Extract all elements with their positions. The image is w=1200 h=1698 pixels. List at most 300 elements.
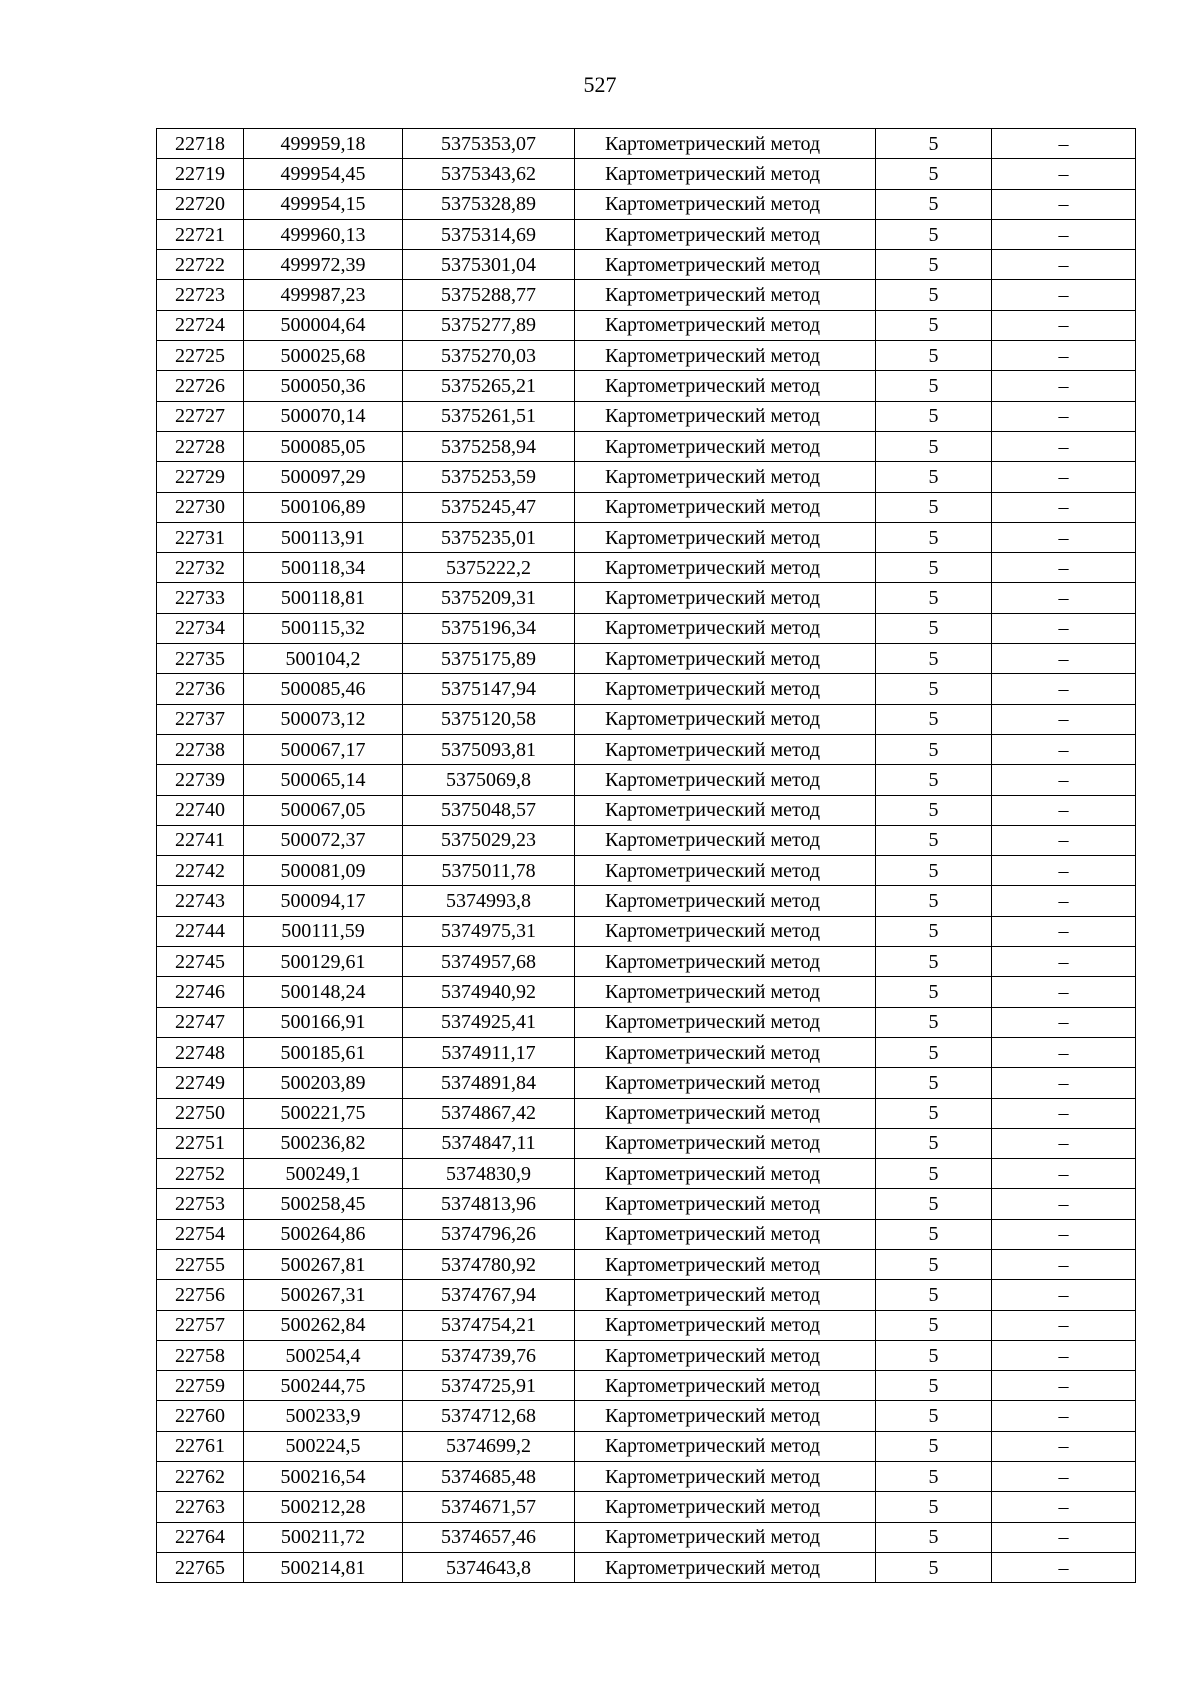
table-row [157, 765, 1136, 795]
accuracy-cell: 5 [876, 1098, 992, 1128]
table-row [157, 795, 1136, 825]
x-coordinate-cell: 500094,17 [244, 886, 403, 916]
point-number-cell: 22720 [157, 189, 244, 219]
y-coordinate-cell: 5375314,69 [403, 219, 575, 249]
y-coordinate-cell: 5374712,68 [403, 1401, 575, 1431]
accuracy-cell: 5 [876, 644, 992, 674]
table-row [157, 583, 1136, 613]
table-row [157, 734, 1136, 764]
accuracy-cell: 5 [876, 1068, 992, 1098]
method-cell: Картометрический метод [575, 159, 876, 189]
accuracy-cell: 5 [876, 1371, 992, 1401]
x-coordinate-cell: 500073,12 [244, 704, 403, 734]
table-row [157, 492, 1136, 522]
accuracy-cell: 5 [876, 1219, 992, 1249]
coordinates-table [156, 128, 1136, 1583]
point-number-cell: 22762 [157, 1462, 244, 1492]
method-cell: Картометрический метод [575, 1098, 876, 1128]
table-row [157, 1431, 1136, 1461]
description-cell: – [992, 916, 1136, 946]
y-coordinate-cell: 5375265,21 [403, 371, 575, 401]
x-coordinate-cell: 500264,86 [244, 1219, 403, 1249]
method-cell: Картометрический метод [575, 431, 876, 461]
description-cell: – [992, 1128, 1136, 1158]
point-number-cell: 22739 [157, 765, 244, 795]
accuracy-cell: 5 [876, 371, 992, 401]
description-cell: – [992, 553, 1136, 583]
x-coordinate-cell: 500166,91 [244, 1007, 403, 1037]
point-number-cell: 22725 [157, 341, 244, 371]
x-coordinate-cell: 499972,39 [244, 250, 403, 280]
table-row [157, 1159, 1136, 1189]
table-row [157, 1280, 1136, 1310]
method-cell: Картометрический метод [575, 704, 876, 734]
description-cell: – [992, 522, 1136, 552]
table-row [157, 1037, 1136, 1067]
accuracy-cell: 5 [876, 1159, 992, 1189]
point-number-cell: 22726 [157, 371, 244, 401]
description-cell: – [992, 341, 1136, 371]
method-cell: Картометрический метод [575, 1310, 876, 1340]
point-number-cell: 22751 [157, 1128, 244, 1158]
point-number-cell: 22719 [157, 159, 244, 189]
accuracy-cell: 5 [876, 280, 992, 310]
table-row [157, 613, 1136, 643]
y-coordinate-cell: 5375253,59 [403, 462, 575, 492]
y-coordinate-cell: 5375029,23 [403, 825, 575, 855]
table-row [157, 1552, 1136, 1582]
y-coordinate-cell: 5375011,78 [403, 856, 575, 886]
table-row [157, 1340, 1136, 1370]
description-cell: – [992, 1371, 1136, 1401]
method-cell: Картометрический метод [575, 189, 876, 219]
point-number-cell: 22740 [157, 795, 244, 825]
x-coordinate-cell: 500221,75 [244, 1098, 403, 1128]
x-coordinate-cell: 499959,18 [244, 129, 403, 159]
point-number-cell: 22755 [157, 1249, 244, 1279]
method-cell: Картометрический метод [575, 371, 876, 401]
description-cell: – [992, 1068, 1136, 1098]
x-coordinate-cell: 500258,45 [244, 1189, 403, 1219]
x-coordinate-cell: 500118,34 [244, 553, 403, 583]
point-number-cell: 22746 [157, 977, 244, 1007]
table-row [157, 1128, 1136, 1158]
point-number-cell: 22752 [157, 1159, 244, 1189]
table-body [157, 129, 1136, 1583]
table-row [157, 1371, 1136, 1401]
point-number-cell: 22737 [157, 704, 244, 734]
table-row [157, 310, 1136, 340]
y-coordinate-cell: 5375196,34 [403, 613, 575, 643]
method-cell: Картометрический метод [575, 825, 876, 855]
method-cell: Картометрический метод [575, 492, 876, 522]
accuracy-cell: 5 [876, 856, 992, 886]
method-cell: Картометрический метод [575, 1068, 876, 1098]
table-row [157, 1310, 1136, 1340]
table-row [157, 1522, 1136, 1552]
y-coordinate-cell: 5374643,8 [403, 1552, 575, 1582]
x-coordinate-cell: 499954,15 [244, 189, 403, 219]
method-cell: Картометрический метод [575, 522, 876, 552]
description-cell: – [992, 947, 1136, 977]
description-cell: – [992, 1249, 1136, 1279]
x-coordinate-cell: 500211,72 [244, 1522, 403, 1552]
description-cell: – [992, 613, 1136, 643]
method-cell: Картометрический метод [575, 1431, 876, 1461]
point-number-cell: 22730 [157, 492, 244, 522]
point-number-cell: 22723 [157, 280, 244, 310]
description-cell: – [992, 1552, 1136, 1582]
y-coordinate-cell: 5375093,81 [403, 734, 575, 764]
point-number-cell: 22748 [157, 1037, 244, 1067]
point-number-cell: 22728 [157, 431, 244, 461]
accuracy-cell: 5 [876, 129, 992, 159]
accuracy-cell: 5 [876, 310, 992, 340]
description-cell: – [992, 462, 1136, 492]
accuracy-cell: 5 [876, 613, 992, 643]
x-coordinate-cell: 499954,45 [244, 159, 403, 189]
x-coordinate-cell: 500212,28 [244, 1492, 403, 1522]
x-coordinate-cell: 500050,36 [244, 371, 403, 401]
point-number-cell: 22718 [157, 129, 244, 159]
y-coordinate-cell: 5374767,94 [403, 1280, 575, 1310]
y-coordinate-cell: 5375288,77 [403, 280, 575, 310]
accuracy-cell: 5 [876, 1189, 992, 1219]
method-cell: Картометрический метод [575, 734, 876, 764]
description-cell: – [992, 492, 1136, 522]
description-cell: – [992, 1522, 1136, 1552]
accuracy-cell: 5 [876, 431, 992, 461]
accuracy-cell: 5 [876, 522, 992, 552]
x-coordinate-cell: 500067,17 [244, 734, 403, 764]
table-row [157, 644, 1136, 674]
x-coordinate-cell: 500129,61 [244, 947, 403, 977]
point-number-cell: 22753 [157, 1189, 244, 1219]
accuracy-cell: 5 [876, 734, 992, 764]
method-cell: Картометрический метод [575, 1189, 876, 1219]
method-cell: Картометрический метод [575, 765, 876, 795]
accuracy-cell: 5 [876, 462, 992, 492]
x-coordinate-cell: 500115,32 [244, 613, 403, 643]
table-row [157, 674, 1136, 704]
table-row [157, 189, 1136, 219]
method-cell: Картометрический метод [575, 1128, 876, 1158]
accuracy-cell: 5 [876, 159, 992, 189]
x-coordinate-cell: 500111,59 [244, 916, 403, 946]
method-cell: Картометрический метод [575, 1007, 876, 1037]
point-number-cell: 22760 [157, 1401, 244, 1431]
y-coordinate-cell: 5374685,48 [403, 1462, 575, 1492]
table-row [157, 704, 1136, 734]
y-coordinate-cell: 5375222,2 [403, 553, 575, 583]
table-row [157, 1189, 1136, 1219]
description-cell: – [992, 583, 1136, 613]
y-coordinate-cell: 5375175,89 [403, 644, 575, 674]
x-coordinate-cell: 500203,89 [244, 1068, 403, 1098]
x-coordinate-cell: 500224,5 [244, 1431, 403, 1461]
table-row [157, 553, 1136, 583]
method-cell: Картометрический метод [575, 1340, 876, 1370]
y-coordinate-cell: 5374911,17 [403, 1037, 575, 1067]
description-cell: – [992, 765, 1136, 795]
y-coordinate-cell: 5374891,84 [403, 1068, 575, 1098]
table-row [157, 401, 1136, 431]
method-cell: Картометрический метод [575, 1249, 876, 1279]
description-cell: – [992, 795, 1136, 825]
point-number-cell: 22738 [157, 734, 244, 764]
y-coordinate-cell: 5375270,03 [403, 341, 575, 371]
x-coordinate-cell: 499987,23 [244, 280, 403, 310]
y-coordinate-cell: 5374796,26 [403, 1219, 575, 1249]
method-cell: Картометрический метод [575, 310, 876, 340]
method-cell: Картометрический метод [575, 977, 876, 1007]
accuracy-cell: 5 [876, 1280, 992, 1310]
y-coordinate-cell: 5375343,62 [403, 159, 575, 189]
x-coordinate-cell: 500104,2 [244, 644, 403, 674]
accuracy-cell: 5 [876, 1310, 992, 1340]
method-cell: Картометрический метод [575, 644, 876, 674]
table-row [157, 1462, 1136, 1492]
description-cell: – [992, 371, 1136, 401]
point-number-cell: 22722 [157, 250, 244, 280]
method-cell: Картометрический метод [575, 583, 876, 613]
table-row [157, 250, 1136, 280]
y-coordinate-cell: 5375147,94 [403, 674, 575, 704]
point-number-cell: 22744 [157, 916, 244, 946]
accuracy-cell: 5 [876, 795, 992, 825]
y-coordinate-cell: 5374725,91 [403, 1371, 575, 1401]
point-number-cell: 22750 [157, 1098, 244, 1128]
point-number-cell: 22729 [157, 462, 244, 492]
table-row [157, 280, 1136, 310]
accuracy-cell: 5 [876, 947, 992, 977]
table-row [157, 1007, 1136, 1037]
description-cell: – [992, 1492, 1136, 1522]
description-cell: – [992, 1007, 1136, 1037]
x-coordinate-cell: 500106,89 [244, 492, 403, 522]
x-coordinate-cell: 500113,91 [244, 522, 403, 552]
y-coordinate-cell: 5375245,47 [403, 492, 575, 522]
point-number-cell: 22764 [157, 1522, 244, 1552]
x-coordinate-cell: 500214,81 [244, 1552, 403, 1582]
description-cell: – [992, 674, 1136, 704]
method-cell: Картометрический метод [575, 129, 876, 159]
y-coordinate-cell: 5375048,57 [403, 795, 575, 825]
y-coordinate-cell: 5375277,89 [403, 310, 575, 340]
description-cell: – [992, 1037, 1136, 1067]
x-coordinate-cell: 500185,61 [244, 1037, 403, 1067]
table-row [157, 129, 1136, 159]
method-cell: Картометрический метод [575, 462, 876, 492]
y-coordinate-cell: 5374940,92 [403, 977, 575, 1007]
table-row [157, 522, 1136, 552]
y-coordinate-cell: 5374847,11 [403, 1128, 575, 1158]
page-number: 527 [583, 72, 617, 97]
table-row [157, 341, 1136, 371]
table-row [157, 916, 1136, 946]
accuracy-cell: 5 [876, 583, 992, 613]
table-row [157, 856, 1136, 886]
point-number-cell: 22721 [157, 219, 244, 249]
point-number-cell: 22733 [157, 583, 244, 613]
description-cell: – [992, 159, 1136, 189]
table-row [157, 431, 1136, 461]
accuracy-cell: 5 [876, 886, 992, 916]
x-coordinate-cell: 500262,84 [244, 1310, 403, 1340]
y-coordinate-cell: 5374754,21 [403, 1310, 575, 1340]
method-cell: Картометрический метод [575, 1037, 876, 1067]
point-number-cell: 22742 [157, 856, 244, 886]
y-coordinate-cell: 5375328,89 [403, 189, 575, 219]
table-row [157, 219, 1136, 249]
y-coordinate-cell: 5375258,94 [403, 431, 575, 461]
method-cell: Картометрический метод [575, 947, 876, 977]
accuracy-cell: 5 [876, 1552, 992, 1582]
table-row [157, 825, 1136, 855]
accuracy-cell: 5 [876, 1249, 992, 1279]
method-cell: Картометрический метод [575, 856, 876, 886]
table-row [157, 159, 1136, 189]
x-coordinate-cell: 500148,24 [244, 977, 403, 1007]
x-coordinate-cell: 500118,81 [244, 583, 403, 613]
method-cell: Картометрический метод [575, 916, 876, 946]
table-row [157, 1098, 1136, 1128]
y-coordinate-cell: 5374957,68 [403, 947, 575, 977]
description-cell: – [992, 280, 1136, 310]
point-number-cell: 22761 [157, 1431, 244, 1461]
y-coordinate-cell: 5374993,8 [403, 886, 575, 916]
method-cell: Картометрический метод [575, 1159, 876, 1189]
description-cell: – [992, 310, 1136, 340]
table-row [157, 886, 1136, 916]
method-cell: Картометрический метод [575, 1492, 876, 1522]
y-coordinate-cell: 5374867,42 [403, 1098, 575, 1128]
table-row [157, 462, 1136, 492]
description-cell: – [992, 219, 1136, 249]
description-cell: – [992, 250, 1136, 280]
table-row [157, 1219, 1136, 1249]
point-number-cell: 22741 [157, 825, 244, 855]
method-cell: Картометрический метод [575, 1552, 876, 1582]
y-coordinate-cell: 5374830,9 [403, 1159, 575, 1189]
description-cell: – [992, 129, 1136, 159]
y-coordinate-cell: 5375069,8 [403, 765, 575, 795]
description-cell: – [992, 1340, 1136, 1370]
x-coordinate-cell: 500244,75 [244, 1371, 403, 1401]
description-cell: – [992, 1280, 1136, 1310]
point-number-cell: 22724 [157, 310, 244, 340]
table-row [157, 371, 1136, 401]
x-coordinate-cell: 500249,1 [244, 1159, 403, 1189]
accuracy-cell: 5 [876, 553, 992, 583]
description-cell: – [992, 734, 1136, 764]
method-cell: Картометрический метод [575, 795, 876, 825]
method-cell: Картометрический метод [575, 1219, 876, 1249]
y-coordinate-cell: 5375209,31 [403, 583, 575, 613]
x-coordinate-cell: 500254,4 [244, 1340, 403, 1370]
point-number-cell: 22727 [157, 401, 244, 431]
x-coordinate-cell: 500233,9 [244, 1401, 403, 1431]
accuracy-cell: 5 [876, 401, 992, 431]
description-cell: – [992, 1431, 1136, 1461]
accuracy-cell: 5 [876, 977, 992, 1007]
y-coordinate-cell: 5374739,76 [403, 1340, 575, 1370]
description-cell: – [992, 1189, 1136, 1219]
method-cell: Картометрический метод [575, 401, 876, 431]
table-row [157, 1249, 1136, 1279]
x-coordinate-cell: 500025,68 [244, 341, 403, 371]
method-cell: Картометрический метод [575, 553, 876, 583]
x-coordinate-cell: 500085,05 [244, 431, 403, 461]
y-coordinate-cell: 5374975,31 [403, 916, 575, 946]
description-cell: – [992, 825, 1136, 855]
description-cell: – [992, 1159, 1136, 1189]
accuracy-cell: 5 [876, 1462, 992, 1492]
x-coordinate-cell: 500081,09 [244, 856, 403, 886]
point-number-cell: 22749 [157, 1068, 244, 1098]
point-number-cell: 22735 [157, 644, 244, 674]
method-cell: Картометрический метод [575, 1462, 876, 1492]
accuracy-cell: 5 [876, 1492, 992, 1522]
table-row [157, 1401, 1136, 1431]
point-number-cell: 22731 [157, 522, 244, 552]
y-coordinate-cell: 5374780,92 [403, 1249, 575, 1279]
y-coordinate-cell: 5375235,01 [403, 522, 575, 552]
accuracy-cell: 5 [876, 1522, 992, 1552]
description-cell: – [992, 856, 1136, 886]
method-cell: Картометрический метод [575, 280, 876, 310]
description-cell: – [992, 977, 1136, 1007]
x-coordinate-cell: 500216,54 [244, 1462, 403, 1492]
x-coordinate-cell: 499960,13 [244, 219, 403, 249]
accuracy-cell: 5 [876, 1037, 992, 1067]
description-cell: – [992, 1219, 1136, 1249]
point-number-cell: 22745 [157, 947, 244, 977]
point-number-cell: 22758 [157, 1340, 244, 1370]
method-cell: Картометрический метод [575, 250, 876, 280]
accuracy-cell: 5 [876, 916, 992, 946]
description-cell: – [992, 1310, 1136, 1340]
table-row [157, 947, 1136, 977]
method-cell: Картометрический метод [575, 1401, 876, 1431]
method-cell: Картометрический метод [575, 613, 876, 643]
method-cell: Картометрический метод [575, 219, 876, 249]
point-number-cell: 22736 [157, 674, 244, 704]
description-cell: – [992, 189, 1136, 219]
description-cell: – [992, 886, 1136, 916]
y-coordinate-cell: 5375120,58 [403, 704, 575, 734]
accuracy-cell: 5 [876, 765, 992, 795]
accuracy-cell: 5 [876, 219, 992, 249]
point-number-cell: 22756 [157, 1280, 244, 1310]
method-cell: Картометрический метод [575, 1522, 876, 1552]
method-cell: Картометрический метод [575, 1371, 876, 1401]
method-cell: Картометрический метод [575, 674, 876, 704]
description-cell: – [992, 401, 1136, 431]
accuracy-cell: 5 [876, 250, 992, 280]
x-coordinate-cell: 500072,37 [244, 825, 403, 855]
table-row [157, 1068, 1136, 1098]
description-cell: – [992, 1401, 1136, 1431]
accuracy-cell: 5 [876, 492, 992, 522]
y-coordinate-cell: 5374657,46 [403, 1522, 575, 1552]
accuracy-cell: 5 [876, 704, 992, 734]
accuracy-cell: 5 [876, 341, 992, 371]
method-cell: Картометрический метод [575, 1280, 876, 1310]
table-row [157, 977, 1136, 1007]
accuracy-cell: 5 [876, 189, 992, 219]
accuracy-cell: 5 [876, 1401, 992, 1431]
